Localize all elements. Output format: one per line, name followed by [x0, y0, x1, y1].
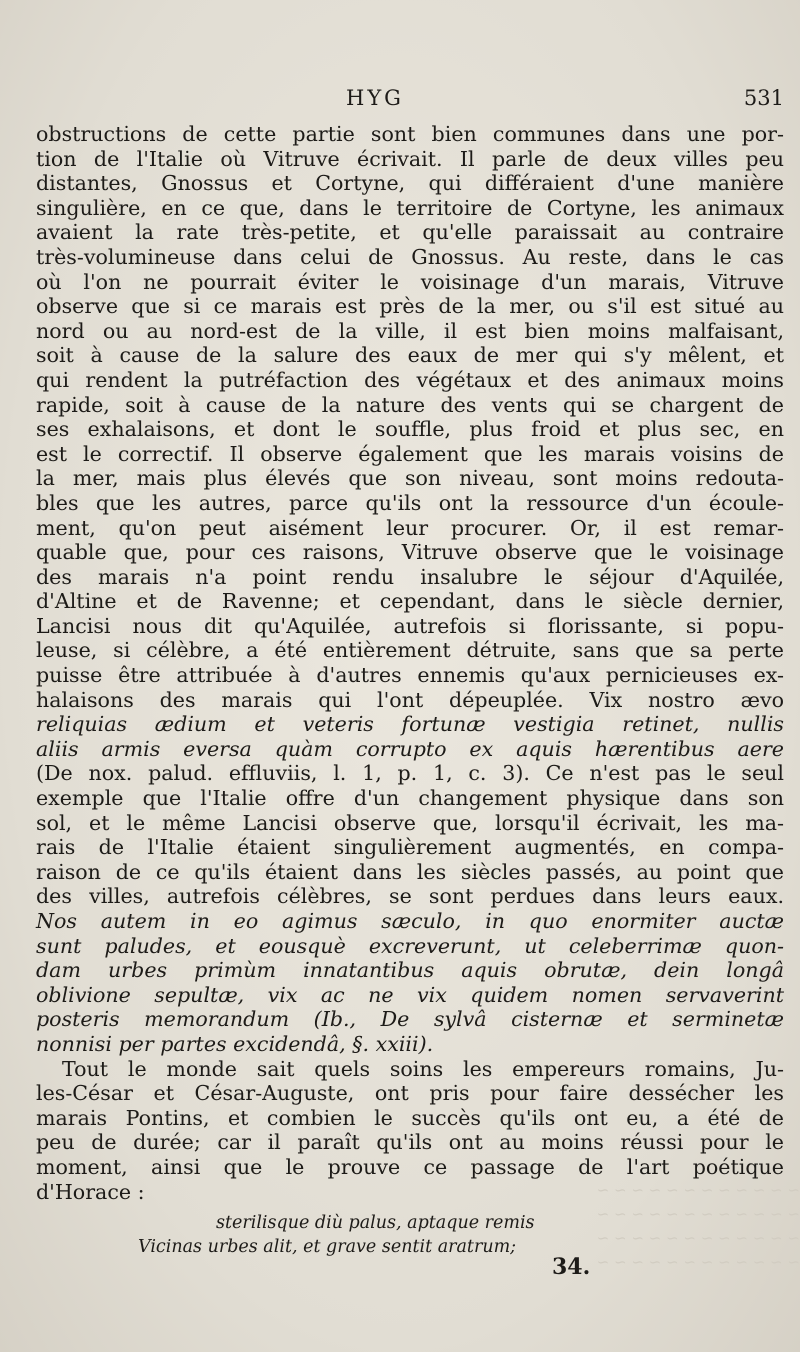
latin-quote-line: nonnisi per partes excidendâ, §. xxiii). — [36, 1031, 434, 1056]
text-line: quable que, pour ces raisons, Vitruve observe que le voisinage — [36, 540, 784, 565]
text-line: la mer, mais plus élevés que son niveau, sont moins redouta- — [36, 466, 784, 491]
text-line: leuse, si célèbre, a été entièrement détruite, sans que sa perte — [36, 638, 784, 663]
text-line: (De nox. palud. effluviis, l. 1, p. 1, c. 3). Ce n'est pas le seul — [36, 761, 784, 786]
text-line: des villes, autrefois célèbres, se sont perdues dans leurs eaux. — [36, 884, 784, 909]
latin-quote-line: reliquias ædium et veteris fortunæ vestigia retinet, nullis — [36, 712, 784, 737]
text-line: rais de l'Italie étaient singulièrement augmentés, en compa- — [36, 835, 784, 860]
text-line: exemple que l'Italie offre d'un changement physique dans son — [36, 786, 784, 811]
body-text — [36, 122, 784, 1204]
text-line: sol, et le même Lancisi observe que, lorsqu'il écrivait, les ma- — [36, 810, 784, 835]
latin-quote-line: sunt paludes, et eousquè excreverunt, ut celeberrimæ quon- — [36, 933, 784, 958]
text-line: d'Horace : — [36, 1179, 145, 1204]
text-line: peu de durée; car il paraît qu'ils ont au moins réussi pour le — [36, 1130, 784, 1155]
latin-quote-line: posteris memorandum (Ib., De sylvâ cisternæ et serminetæ — [36, 1007, 784, 1032]
text-line: puisse être attribuée à d'autres ennemis qu'aux pernicieuses ex- — [36, 663, 784, 688]
text-line: rapide, soit à cause de la nature des vents qui se chargent de — [36, 392, 784, 417]
text-line: halaisons des marais qui l'ont dépeuplée. Vix nostro ævo — [36, 687, 784, 712]
text-line: nord ou au nord-est de la ville, il est bien moins malfaisant, — [36, 318, 784, 343]
verse-quote — [138, 1211, 558, 1259]
text-line: moment, ainsi que le prouve ce passage de l'art poétique — [36, 1154, 784, 1179]
text-line: des marais n'a point rendu insalubre le séjour d'Aquilée, — [36, 564, 784, 589]
text-line: ment, qu'on peut aisément leur procurer. Or, il est remar- — [36, 515, 784, 540]
show-through-text: ~ ~ ~ ~ ~ ~ ~ ~ ~ ~ ~ ~ ~ ~ ~ ~ ~ ~ ~ ~ ~ ~ ~ ~ ~ ~ ~ ~ ~ ~ ~ ~ ~ ~ ~ ~ ~ ~ ~ ~ ~ ~ ~ ~ ~ ~ ~ ~ — [596, 1181, 800, 1271]
latin-quote-line: aliis armis eversa quàm corrupto ex aquis hærentibus aere — [36, 736, 784, 761]
text-line: observe que si ce marais est près de la mer, ou s'il est situé au — [36, 294, 784, 319]
text-line: singulière, en ce que, dans le territoire de Cortyne, les animaux — [36, 195, 784, 220]
text-line: d'Altine et de Ravenne; et cependant, dans le siècle dernier, — [36, 589, 784, 614]
verse-line: Vicinas urbes alit, et grave sentit aratrum; — [138, 1237, 517, 1257]
text-line: tion de l'Italie où Vitruve écrivait. Il parle de deux villes peu — [36, 146, 784, 171]
latin-quote-line: oblivione sepultæ, vix ac ne vix quidem nomen servaverint — [36, 982, 784, 1007]
text-line: les-César et César-Auguste, ont pris pour faire dessécher les — [36, 1081, 784, 1106]
text-line: qui rendent la putréfaction des végétaux et des animaux moins — [36, 367, 784, 392]
signature-mark: 34. — [552, 1254, 591, 1280]
latin-quote-line: Nos autem in eo agimus sæculo, in quo enormiter auctæ — [36, 909, 784, 933]
verse-line: sterilisque diù palus, aptaque remis — [216, 1213, 535, 1233]
text-line: où l'on ne pourrait éviter le voisinage d'un marais, Vitruve — [36, 269, 784, 294]
text-line: est le correctif. Il observe également que les marais voisins de — [36, 441, 784, 466]
page-header — [34, 86, 784, 120]
text-line: Tout le monde sait quels soins les empereurs romains, Ju- — [62, 1056, 784, 1081]
text-line: très-volumineuse dans celui de Gnossus. Au reste, dans le cas — [36, 244, 784, 269]
text-line: raison de ce qu'ils étaient dans les siècles passés, au point que — [36, 859, 784, 884]
running-head: HYG — [346, 86, 404, 110]
text-line: obstructions de cette partie sont bien communes dans une por- — [36, 122, 784, 146]
page-number: 531 — [743, 86, 784, 110]
text-line: marais Pontins, et combien le succès qu'ils ont eu, a été de — [36, 1105, 784, 1130]
text-line: avaient la rate très-petite, et qu'elle paraissait au contraire — [36, 220, 784, 245]
text-line: distantes, Gnossus et Cortyne, qui différaient d'une manière — [36, 171, 784, 196]
text-line: soit à cause de la salure des eaux de mer qui s'y mêlent, et — [36, 343, 784, 368]
text-line: Lancisi nous dit qu'Aquilée, autrefois si florissante, si popu- — [36, 613, 784, 638]
latin-quote-line: dam urbes primùm innatantibus aquis obrutæ, dein longâ — [36, 958, 784, 983]
text-line: ses exhalaisons, et dont le souffle, plus froid et plus sec, en — [36, 417, 784, 442]
text-line: bles que les autres, parce qu'ils ont la ressource d'un écoule- — [36, 490, 784, 515]
